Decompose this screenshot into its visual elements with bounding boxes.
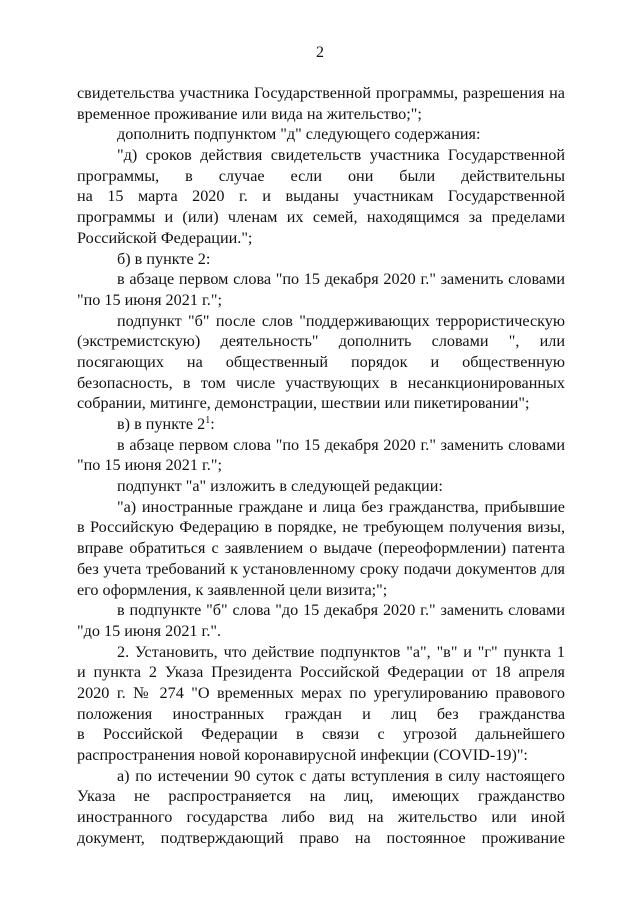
text-line-content: его оформления, к заявленной цели визита;";	[77, 580, 388, 599]
text-line-content: "по 15 июня 2021 г.";	[77, 290, 222, 309]
text-line	[77, 662, 565, 683]
text-line-content: в абзаце первом слова "по 15 декабря 2020 г." заменить словами	[117, 435, 565, 454]
text-line	[77, 724, 565, 745]
text-line-content: и пункта 2 Указа Президента Российской Федерации от 18 апреля	[77, 663, 565, 682]
text-line	[77, 683, 565, 704]
text-line-content: в Российскую Федерацию в порядке, не требующем получения визы,	[77, 518, 565, 537]
text-line	[77, 745, 565, 766]
text-line-content: Российской Федерации.";	[77, 228, 253, 247]
text-line-content: Указа не распространяется на лиц, имеющих гражданство	[77, 787, 565, 806]
text-line-content: иностранного государства либо вид на жительство или иной	[77, 808, 565, 827]
text-line	[77, 807, 565, 828]
text-line	[77, 600, 565, 621]
text-line	[77, 828, 565, 849]
text-line-content: собрании, митинге, демонстрации, шествии или пикетировании";	[77, 394, 530, 413]
text-line	[77, 104, 565, 125]
text-line-content: без учета требований к установленному сроку подачи документов для	[77, 559, 565, 578]
text-line	[77, 476, 565, 497]
text-line	[77, 373, 565, 394]
text-line-content: (экстремистскую) деятельность" дополнить словами ", или	[77, 332, 565, 351]
text-line	[77, 786, 565, 807]
page-number: 2	[316, 44, 324, 61]
text-line	[77, 580, 565, 601]
text-line-content: положения иностранных граждан и лиц без гражданства	[77, 704, 565, 723]
text-line-content: распространения новой коронавирусной инфекции (COVID-19)":	[77, 746, 528, 764]
text-line	[77, 290, 565, 311]
text-line	[77, 559, 565, 580]
text-line	[77, 455, 565, 476]
text-line	[77, 517, 565, 538]
text-line-content: в абзаце первом слова "по 15 декабря 2020 г." заменить словами	[117, 270, 565, 289]
text-line-suffix: :	[210, 415, 215, 433]
text-line	[77, 766, 565, 787]
text-line-content: подпункт "б" после слов "поддерживающих террористическую	[117, 311, 565, 330]
text-line-content: "д) сроков действия свидетельств участника Государственной	[117, 146, 565, 165]
text-line	[77, 311, 565, 332]
text-line-content: свидетельства участника Государственной программы, разрешения на	[77, 84, 565, 102]
text-line-content: на 15 марта 2020 г. и выданы участникам Государственной	[77, 187, 565, 206]
text-line-content: программы и (или) членам их семей, находящимся за пределами	[77, 208, 565, 227]
text-line	[77, 186, 565, 207]
text-line-content: безопасность, в том числе участвующих в несанкционированных	[77, 373, 565, 392]
text-line	[77, 83, 565, 104]
text-line	[77, 124, 565, 145]
text-line	[77, 352, 565, 373]
text-line-content: посягающих на общественный порядок и общественную	[77, 352, 565, 371]
text-line-content: а) по истечении 90 суток с даты вступления в силу настоящего	[117, 766, 565, 785]
text-line-content: вправе обратиться с заявлением о выдаче (переоформлении) патента	[77, 539, 565, 558]
text-line	[77, 642, 565, 663]
text-line	[77, 621, 565, 642]
text-line	[77, 435, 565, 456]
document-body	[77, 83, 565, 848]
text-line-content: "по 15 июня 2021 г.";	[77, 456, 222, 475]
text-line	[77, 393, 565, 414]
text-line	[77, 269, 565, 290]
superscript: 1	[205, 415, 211, 426]
text-line	[77, 704, 565, 725]
text-line-content: б) в пункте 2:	[117, 249, 211, 268]
text-line	[77, 207, 565, 228]
text-line	[77, 249, 565, 270]
text-line	[77, 331, 565, 352]
text-line-content: дополнить подпунктом "д" следующего содержания:	[117, 125, 481, 144]
text-line-content: документ, подтверждающий право на постоянное проживание	[77, 828, 565, 847]
text-line	[77, 414, 565, 435]
text-line-content: в подпункте "б" слова "до 15 декабря 2020 г." заменить словами	[117, 601, 565, 620]
text-line-content: временное проживание или вида на жительство;";	[77, 104, 422, 123]
text-line	[77, 538, 565, 559]
text-line-content: "а) иностранные граждане и лица без гражданства, прибывшие	[117, 497, 565, 516]
text-line-content: в Российской Федерации в связи с угрозой дальнейшего	[77, 725, 565, 744]
text-line	[77, 228, 565, 249]
text-line-content: программы, в случае если они были действительны	[77, 166, 565, 185]
text-line-content: подпункт "а" изложить в следующей редакции:	[117, 477, 443, 496]
text-line-content: 2020 г. № 274 "О временных мерах по урегулированию правового	[77, 683, 565, 702]
text-line-content: "до 15 июня 2021 г.".	[77, 621, 222, 640]
text-line-content: в) в пункте 2	[117, 415, 206, 433]
text-line	[77, 497, 565, 518]
text-line-content: 2. Установить, что действие подпунктов "а", "в" и "г" пункта 1	[117, 642, 565, 661]
text-line	[77, 145, 565, 166]
text-line	[77, 166, 565, 187]
